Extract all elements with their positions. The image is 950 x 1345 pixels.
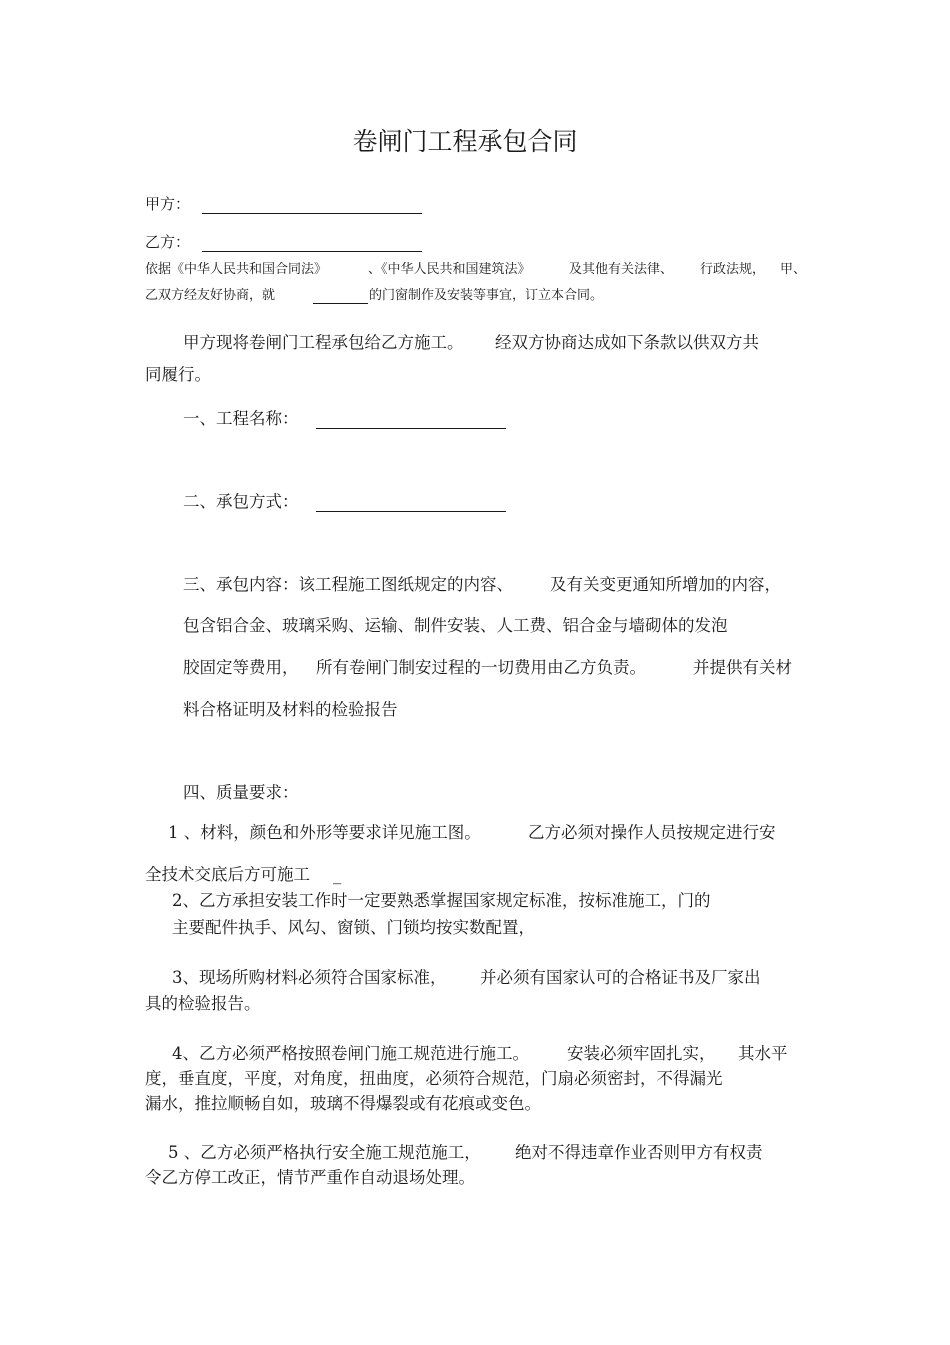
preamble-text: 、《中华人民共和国建筑法》: [368, 262, 531, 277]
section-1-label: 一、工程名称：: [183, 409, 299, 428]
party-b-blank-line: [202, 251, 422, 252]
preamble-text: 行政法规，: [700, 262, 766, 277]
intro-text: 经双方协商达成如下条款以供双方共: [495, 333, 759, 352]
section-2-label: 二、承包方式：: [183, 492, 299, 511]
page-title: 卷闸门工程承包合同: [352, 127, 578, 156]
quality-item-4: 漏水，推拉顺畅自如，玻璃不得爆裂或有花痕或变色。: [145, 1094, 541, 1113]
party-a-blank-line: [202, 213, 422, 214]
party-a-label: 甲方：: [145, 195, 191, 213]
section-3-text: 三、承包内容：该工程施工图纸规定的内容、: [183, 575, 513, 594]
quality-item-5: 5 、乙方必须严格执行安全施工规范施工，: [168, 1143, 481, 1162]
quality-item-3: 具的检验报告。: [145, 994, 261, 1013]
quality-item-1: 1 、材料，颜色和外形等要求详见施工图。: [168, 823, 481, 842]
quality-item-2: 2、乙方承担安装工作时一定要熟悉掌握国家规定标准，按标准施工，门的: [172, 891, 711, 910]
section-3-text: 胶固定等费用，: [183, 658, 299, 677]
quality-item-4: 其水平: [738, 1044, 788, 1063]
quality-item-3: 并必须有国家认可的合格证书及厂家出: [480, 968, 761, 987]
quality-item-5: 绝对不得违章作业否则甲方有权责: [515, 1143, 763, 1162]
section-3-text: 料合格证明及材料的检验报告: [183, 700, 398, 719]
quality-item-5: 令乙方停工改正，情节严重作自动退场处理。: [145, 1168, 475, 1187]
party-b-label: 乙方：: [145, 233, 191, 251]
quality-item-2: 主要配件执手、风勾、窗锁、门锁均按实数配置，: [172, 918, 535, 937]
quality-item-1: 乙方必须对操作人员按规定进行安: [528, 823, 776, 842]
intro-text: 甲方现将卷闸门工程承包给乙方施工。: [183, 333, 464, 352]
quality-item-4: 度，垂直度，平度，对角度，扭曲度，必须符合规范，门扇必须密封，不得漏光: [145, 1069, 723, 1088]
quality-item-4: 安装必须牢固扎实，: [567, 1044, 716, 1063]
contract-mode-blank-line: [316, 511, 506, 512]
quality-item-4: 4、乙方必须严格按照卷闸门施工规范进行施工。: [172, 1044, 529, 1063]
section-3-text: 及有关变更通知所增加的内容，: [550, 575, 781, 594]
preamble-text: 依据《中华人民共和国合同法》: [145, 262, 328, 277]
quality-item-1: 全技术交底后方可施工: [145, 865, 310, 884]
preamble-text: 乙双方经友好协商，就: [145, 288, 276, 303]
project-blank-line: [313, 303, 368, 304]
section-3-text: 所有卷闸门制安过程的一切费用由乙方负责。: [316, 658, 646, 677]
preamble-text: 的门窗制作及安装等事宜，订立本合同。: [369, 288, 604, 303]
quality-item-1-mark: _: [333, 865, 342, 884]
quality-item-3: 3、现场所购材料必须符合国家标准，: [172, 968, 447, 987]
project-name-blank-line: [316, 428, 506, 429]
preamble-text: 及其他有关法律、: [569, 262, 674, 277]
section-3-text: 并提供有关材: [693, 658, 792, 677]
section-3-text: 包含铝合金、玻璃采购、运输、制件安装、人工费、铝合金与墙砌体的发泡: [183, 616, 728, 635]
intro-text: 同履行。: [145, 365, 211, 384]
preamble-text: 甲、: [780, 262, 807, 277]
section-4-label: 四、质量要求：: [183, 783, 299, 802]
